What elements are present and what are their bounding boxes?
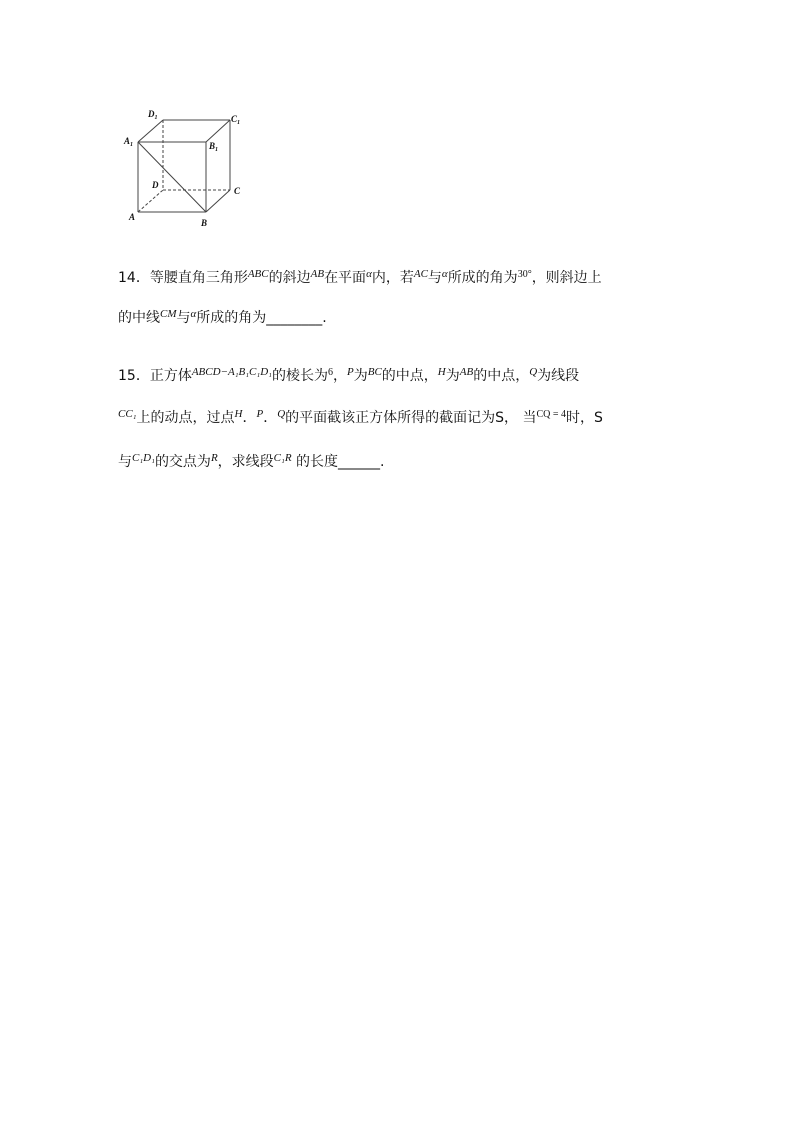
q15-text: 的中点，	[381, 368, 438, 384]
math-c1r: C₁R	[273, 452, 292, 464]
q14-text: 与	[176, 310, 191, 326]
q15-text: ，	[333, 368, 347, 384]
math-p: P	[347, 366, 354, 378]
label-a: A	[129, 212, 136, 222]
q14-answer-blank: 所成的角为________.	[196, 310, 327, 326]
math-cq-equals-4: CQ = 4	[536, 409, 567, 420]
math-ac: AC	[413, 268, 428, 280]
q15-text: 的棱长为	[272, 368, 328, 384]
math-bc: BC	[367, 366, 382, 378]
math-alpha: α	[366, 268, 372, 280]
edge-b1-c1	[206, 120, 230, 142]
math-h: H	[437, 366, 446, 378]
q15-text: 的平面截该正方体所得的截面记为S， 当	[285, 410, 537, 426]
label-d: D	[152, 180, 159, 190]
q14-line-1	[118, 268, 602, 290]
q15-text: 为	[445, 368, 460, 384]
q15-text: 与	[118, 454, 132, 470]
math-abc: ABC	[247, 268, 269, 280]
q15-line-1	[118, 366, 579, 388]
q15-line-3	[118, 452, 384, 473]
math-r: R	[210, 452, 218, 464]
math-alpha: α	[441, 268, 448, 280]
edge-b-c	[206, 190, 230, 212]
math-alpha: α	[190, 308, 197, 320]
q14-text: 与	[427, 270, 442, 286]
q15-number: 15．	[118, 368, 150, 384]
math-q: Q	[277, 408, 286, 420]
math-6: 6	[328, 367, 333, 378]
q15-answer-blank: 的长度______.	[291, 454, 385, 470]
q14-text: 所成的角为	[447, 270, 518, 286]
q15-text: ．	[242, 410, 257, 426]
q15-text: 的交点为	[154, 454, 211, 470]
math-cm: CM	[160, 308, 177, 320]
math-cube-name: ABCD−A₁B₁C₁D₁	[191, 366, 272, 378]
math-h: H	[234, 408, 243, 420]
q15-text: 时，S	[566, 410, 603, 426]
math-q: Q	[529, 366, 538, 378]
q14-text: 在平面	[324, 270, 367, 286]
diagonal-a1-b	[138, 142, 206, 212]
math-p: P	[256, 408, 264, 420]
q14-text: 等腰直角三角形	[149, 270, 248, 286]
label-b: B	[201, 218, 208, 228]
q15-text: ．	[263, 410, 278, 426]
q14-text: ，则斜边上	[531, 270, 602, 286]
math-cc1: CC₁	[118, 408, 137, 420]
q15-text: 正方体	[149, 368, 192, 384]
edge-a1-d1	[138, 120, 163, 142]
q14-text: 内，若	[371, 270, 414, 286]
q15-text: 的中点，	[473, 368, 530, 384]
q14-line-2	[118, 308, 327, 329]
q15-text: ，求线段	[217, 454, 274, 470]
cube-figure	[118, 102, 258, 234]
math-30-degrees: 30°	[517, 269, 532, 280]
q15-text: 为	[353, 368, 368, 384]
label-d1: $D_1$	[148, 109, 158, 121]
q15-text: 上的动点，过点	[136, 410, 235, 426]
q15-text: 为线段	[537, 368, 580, 384]
q14-number: 14．	[118, 270, 150, 286]
label-c: C	[234, 186, 241, 196]
q15-line-2	[118, 408, 603, 430]
q14-text: 的斜边	[268, 270, 311, 286]
math-ab: AB	[459, 366, 474, 378]
label-a1: $A_1$	[124, 136, 134, 148]
math-ab: AB	[310, 268, 325, 280]
math-c1d1: C₁D₁	[132, 452, 155, 464]
q14-text: 的中线	[118, 310, 160, 326]
hidden-edge-a-d	[138, 190, 163, 212]
label-b1: $B_1$	[209, 141, 219, 153]
label-c1: $C_1$	[231, 114, 241, 126]
